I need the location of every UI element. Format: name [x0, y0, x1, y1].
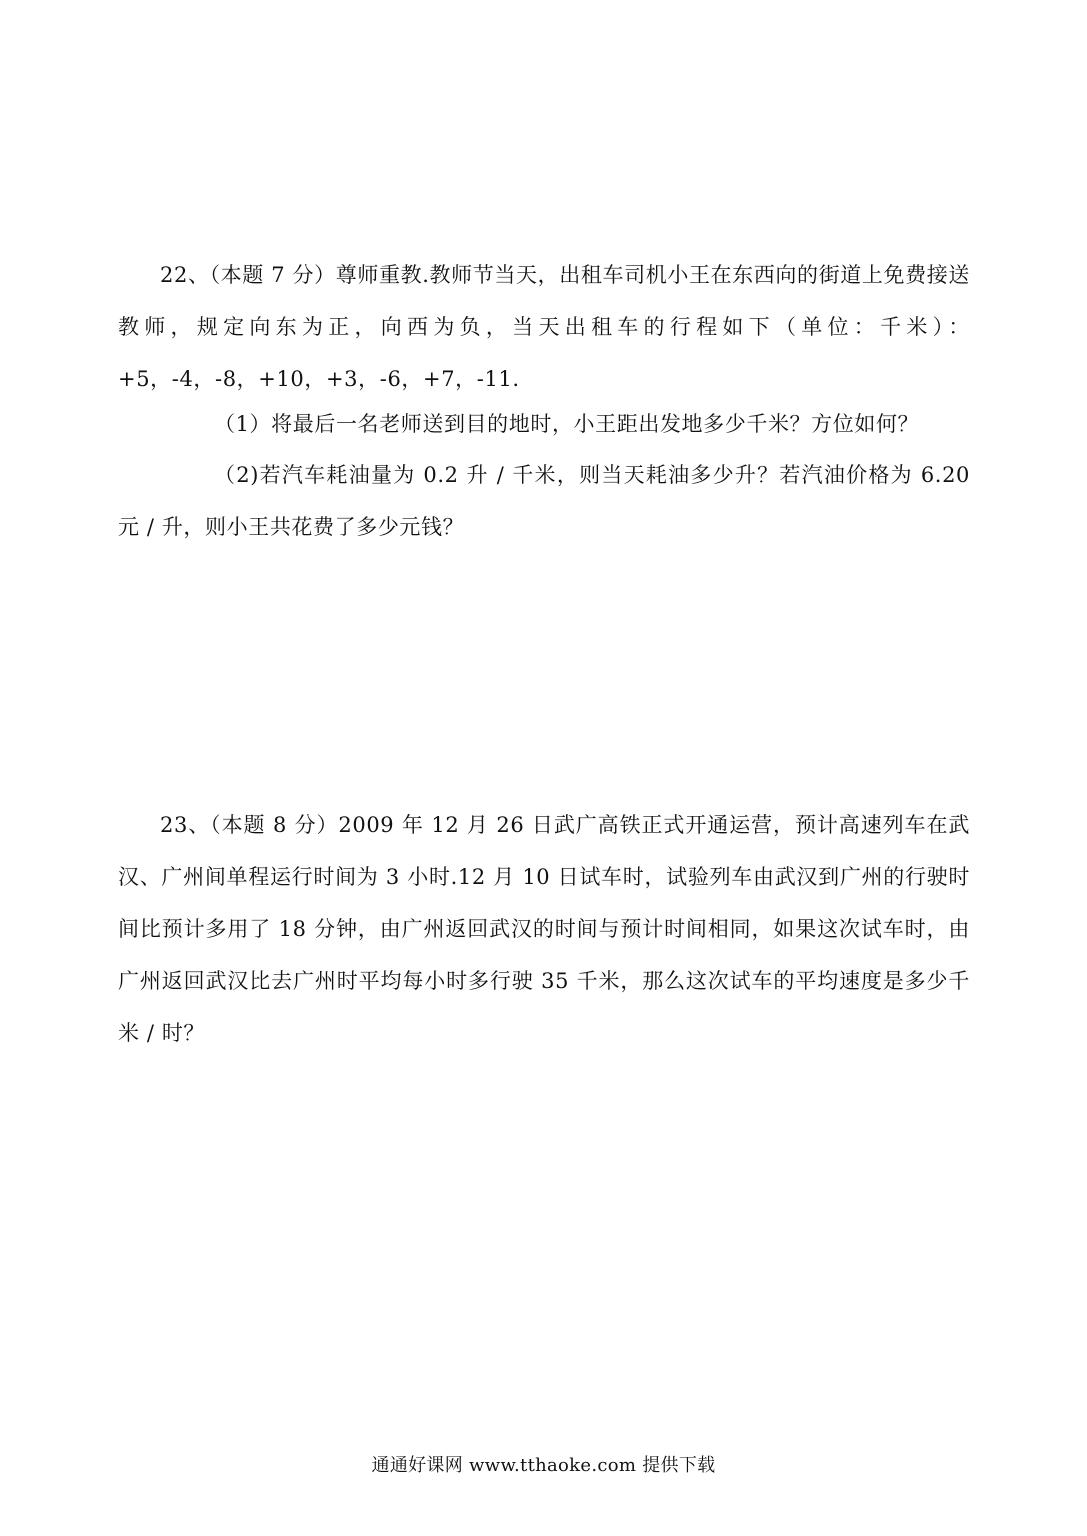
question-22-stem: 22、（本题 7 分）尊师重教.教师节当天，出租车司机小王在东西向的街道上免费接送教师，规定向东为正，向西为负，当天出租车的行程如下（单位：千米）：+5，-4，-8，+10，+3，-6，+7，-11. [118, 263, 970, 391]
question-22-part-1: （1）将最后一名老师送到目的地时，小王距出发地多少千米？方位如何？ [214, 412, 920, 436]
footer-source-text: 通通好课网 www.tthaoke.com 提供下载 [371, 1455, 716, 1476]
question-22-part-2: （2)若汽车耗油量为 0.2 升 / 千米，则当天耗油多少升？若汽油价格为 6.20 元 / 升，则小王共花费了多少元钱？ [118, 463, 970, 539]
question-23-stem: 23、（本题 8 分）2009 年 12 月 26 日武广高铁正式开通运营，预计高速列车在武汉、广州间单程运行时间为 3 小时.12 月 10 日试车时，试验列车由武汉到广州的行驶时间比预计多用了 18 分钟，由广州返回武汉的时间与预计时间相同，如果这次试车时，由广州返回武汉比去广州时平均每小时多行驶 35 千米，那么这次试车的平均速度是多少千米 / 时？ [118, 813, 970, 1045]
